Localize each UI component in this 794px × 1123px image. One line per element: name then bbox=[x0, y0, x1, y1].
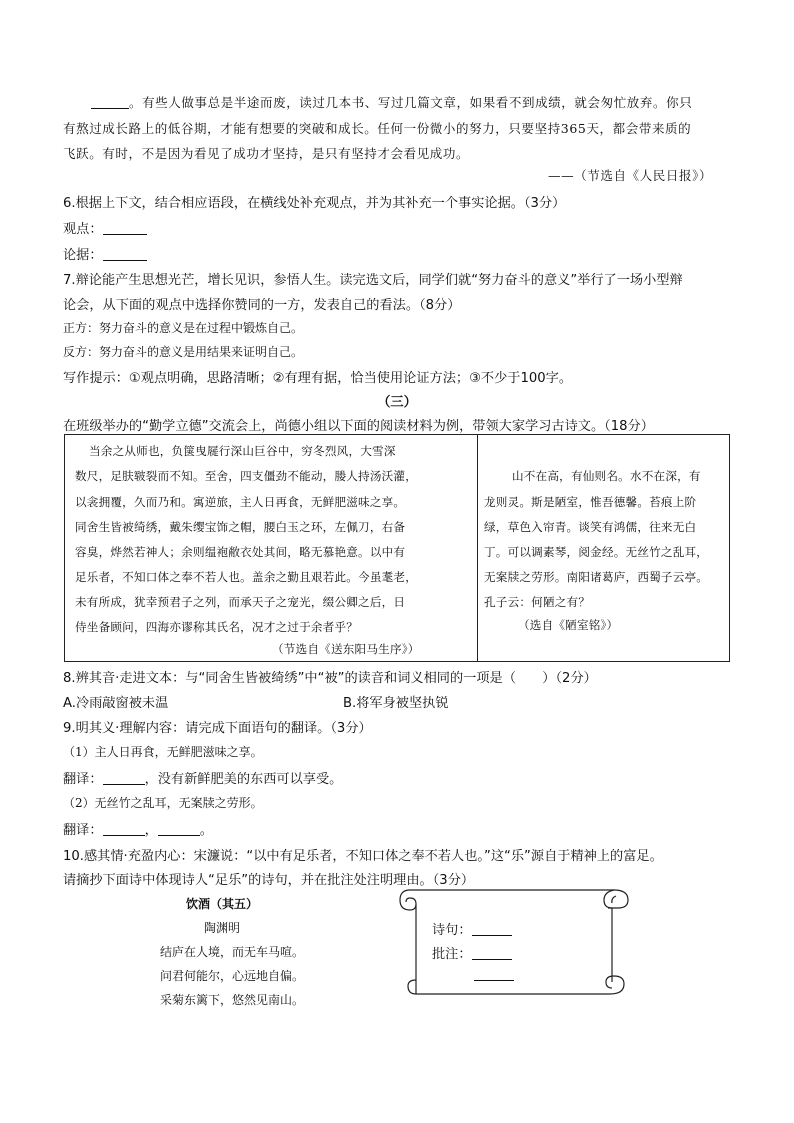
q9-translation-1-blank[interactable] bbox=[103, 771, 145, 785]
right-line-1: 山不在高，有仙则名。水不在深，有 bbox=[512, 469, 701, 483]
right-line-3: 绿，草色入帘青。谈笑有鸿儒，往来无白 bbox=[484, 520, 697, 534]
left-line-8: 侍坐备顾问，四海亦谬称其氏名，况才之过于余者乎？ bbox=[75, 620, 359, 634]
section-3-heading: （三） bbox=[377, 395, 417, 410]
q9-item-1: （1）主人日再食，无鲜肥滋味之享。 bbox=[63, 745, 263, 759]
right-line-2: 龙则灵。斯是陋室，惟吾德馨。苔痕上阶 bbox=[484, 495, 697, 509]
left-line-4: 同舍生皆被绮绣，戴朱缨宝饰之帽，腰白玉之环，左佩刀，右备 bbox=[75, 520, 406, 534]
q9-translation-2-blank-a[interactable] bbox=[103, 822, 145, 836]
q9-translation-1-rest: ，没有新鲜肥美的东西可以享受。 bbox=[144, 772, 343, 787]
left-line-3: 以衾拥覆，久而乃和。寓逆旅，主人日再食，无鲜肥滋味之享。 bbox=[75, 495, 406, 509]
q9-translation-1-label: 翻译： bbox=[63, 772, 103, 787]
section-3-intro: 在班级举办的“勤学立德”交流会上，尚德小组以下面的阅读材料为例，带领大家学习古诗文。（18分） bbox=[63, 419, 654, 434]
q6-viewpoint-label: 观点： bbox=[63, 222, 103, 237]
right-line-4: 丁。可以调素琴，阅金经。无丝竹之乱耳， bbox=[484, 545, 709, 559]
poem-line-3: 采菊东篱下，悠然见南山。 bbox=[160, 993, 305, 1007]
q6-viewpoint-row bbox=[63, 218, 147, 237]
q8-option-b[interactable]: B.将军身被坚执锐 bbox=[343, 696, 449, 711]
q9-translation-2-blank-b[interactable] bbox=[158, 822, 200, 836]
scroll-note-blank-1[interactable] bbox=[472, 946, 512, 960]
q6-viewpoint-blank[interactable] bbox=[103, 221, 147, 235]
left-line-2: 数尺，足肤皲裂而不知。至舍，四支僵劲不能动，媵人持汤沃灌， bbox=[75, 469, 418, 483]
left-line-1: 当余之从师也，负箧曳屣行深山巨谷中，穷冬烈风，大雪深 bbox=[89, 444, 396, 458]
q7-prompt-line-1: 7.辩论能产生思想光芒，增长见识，参悟人生。读完选文后，同学们就“努力奋斗的意义”举行了一场小型辩 bbox=[63, 273, 683, 288]
q9-translation-2-period: 。 bbox=[199, 823, 213, 838]
q9-translation-2 bbox=[63, 819, 213, 838]
left-line-6: 足乐者，不知口体之奉不若人也。盖余之勤且艰若此。今虽耄老， bbox=[75, 570, 418, 584]
q8-option-a[interactable]: A.冷雨敲窗被未温 bbox=[63, 696, 169, 711]
scroll-line-label: 诗句： bbox=[432, 923, 472, 938]
intro-line-2: 有熬过成长路上的低谷期，才能有想要的突破和成长。任何一份微小的努力，只要坚持365天，都会带来质的 bbox=[63, 121, 692, 136]
poem-line-2: 问君何能尔，心远地自偏。 bbox=[160, 969, 305, 983]
q6-evidence-blank[interactable] bbox=[103, 247, 147, 261]
left-source: （节选自《送东阳马生序》） bbox=[272, 642, 420, 656]
intro-source: ——（节选自《人民日报》） bbox=[548, 168, 713, 183]
q9-translation-2-label: 翻译： bbox=[63, 823, 103, 838]
q9-translation-1 bbox=[63, 768, 342, 787]
q8-prompt: 8.辨其音·走进文本：与“同舍生皆被绮绣”中“被”的读音和词义相同的一项是（ ）（2分） bbox=[63, 671, 597, 686]
q9-item-2: （2）无丝竹之乱耳，无案牍之劳形。 bbox=[63, 796, 263, 810]
poem-author: 陶渊明 bbox=[203, 921, 240, 935]
scroll-line-row bbox=[432, 919, 512, 938]
q7-prompt-line-2: 论会，从下面的观点中选择你赞同的一方，发表自己的看法。（8分） bbox=[63, 298, 461, 313]
scroll-note-row-2 bbox=[474, 967, 514, 983]
scroll-line-blank[interactable] bbox=[472, 922, 512, 936]
scroll-note-blank-2[interactable] bbox=[474, 967, 514, 981]
intro-line-3: 飞跃。有时，不是因为看见了成功才坚持，是只有坚持才会看见成功。 bbox=[63, 146, 470, 161]
q7-writing-tips: 写作提示：①观点明确，思路清晰；②有理有据，恰当使用论证方法；③不少于100字。 bbox=[63, 371, 573, 386]
intro-blank[interactable] bbox=[91, 95, 129, 109]
right-line-5: 无案牍之劳形。南阳诸葛庐，西蜀子云亭。 bbox=[484, 570, 709, 584]
intro-line-1-text: 。有些人做事总是半途而废，读过几本书、写过几篇文章，如果看不到成绩，就会匆忙放弃。你只 bbox=[129, 95, 693, 110]
q6-evidence-label: 论据： bbox=[63, 248, 103, 263]
q9-prompt: 9.明其义·理解内容：请完成下面语句的翻译。（3分） bbox=[63, 721, 372, 736]
scroll-note-row bbox=[432, 943, 512, 962]
q7-con-side: 反方：努力奋斗的意义是用结果来证明自己。 bbox=[63, 345, 304, 359]
poem-line-1: 结庐在人境，而无车马喧。 bbox=[160, 945, 305, 959]
q9-translation-2-comma: ， bbox=[144, 823, 158, 838]
q6-evidence-row bbox=[63, 244, 147, 263]
left-line-7: 未有所成，犹幸预君子之列，而承天子之宠光，缀公卿之后，日 bbox=[75, 595, 406, 609]
q7-pro-side: 正方：努力奋斗的意义是在过程中锻炼自己。 bbox=[63, 321, 304, 335]
intro-line-1 bbox=[91, 93, 692, 111]
q10-prompt-line-1: 10.感其情·充盈内心：宋濂说：“以中有足乐者，不知口体之奉不若人也。”这“乐”源自于精神上的富足。 bbox=[63, 849, 663, 864]
q6-prompt: 6.根据上下文，结合相应语段，在横线处补充观点，并为其补充一个事实论据。（3分） bbox=[63, 196, 566, 211]
left-line-5: 容臭，烨然若神人；余则缊袍敝衣处其间，略无慕艳意。以中有 bbox=[75, 545, 406, 559]
right-line-6: 孔子云：何陋之有？ bbox=[484, 595, 591, 609]
right-source: （选自《陋室铭》） bbox=[518, 618, 619, 632]
scroll-frame bbox=[398, 878, 634, 1006]
q10-prompt-line-2: 请摘抄下面诗中体现诗人“足乐”的诗句，并在批注处注明理由。（3分） bbox=[63, 873, 475, 888]
poem-title: 饮酒（其五） bbox=[185, 897, 258, 911]
scroll-note-label: 批注： bbox=[432, 947, 472, 962]
